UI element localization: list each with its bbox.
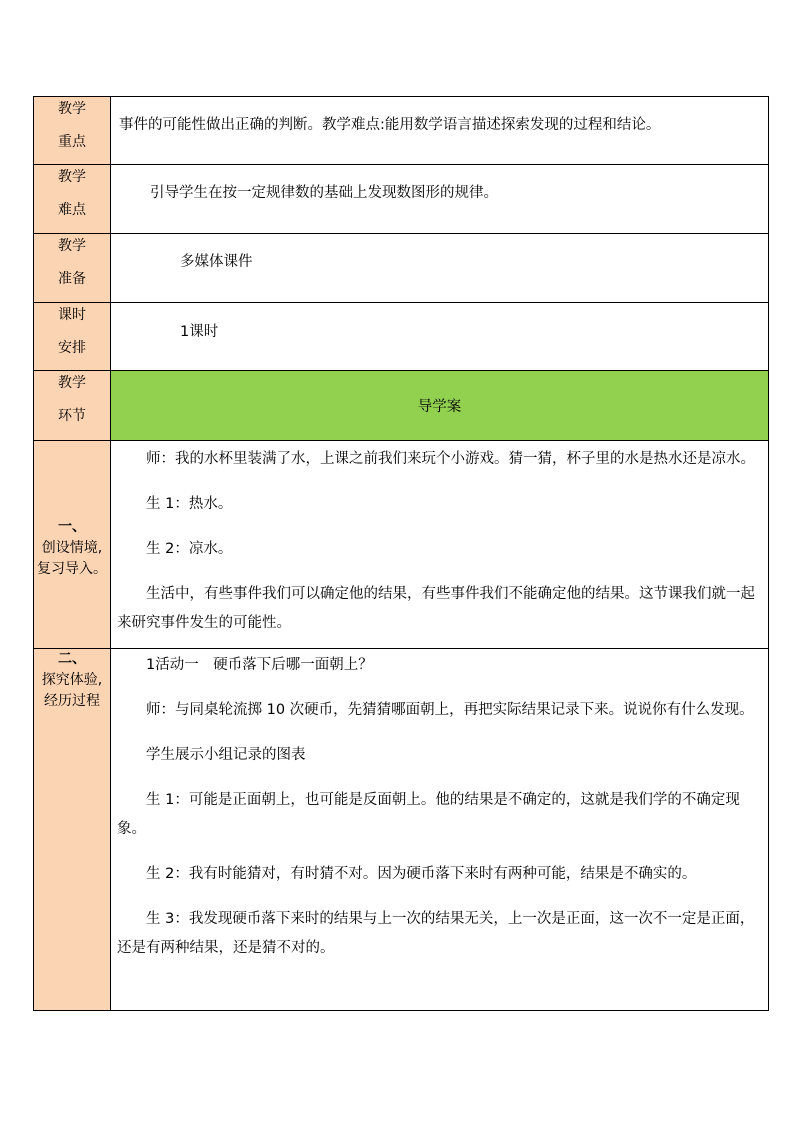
label-line-2: 准备 [58, 271, 86, 287]
paragraph: 生 2：我有时能猜对，有时猜不对。因为硬币落下来时有两种可能，结果是不确实的。 [146, 866, 697, 882]
schedule-cell [111, 303, 769, 371]
label-line-1: 教学 [58, 375, 86, 391]
lesson-plan-table [33, 96, 769, 1011]
label-line-1: 教学 [58, 238, 86, 254]
row-schedule [34, 303, 769, 371]
label-cell [34, 165, 111, 234]
paragraph: 生活中，有些事件我们可以确定他的结果，有些事件我们不能确定他的结果。这节课我们就一起来研究事件发生的可能性。 [117, 586, 755, 631]
label-cell [34, 97, 111, 165]
preparation-cell [111, 234, 769, 303]
section-title-cell [34, 649, 111, 1011]
section-content [111, 649, 769, 1011]
row-stage [34, 371, 769, 441]
section-title-line: 探究体验, [41, 672, 103, 688]
difficulties-text: 引导学生在按一定规律数的基础上发现数图形的规律。 [150, 185, 498, 201]
label-line-2: 重点 [58, 134, 86, 150]
preparation-text: 多媒体课件 [180, 254, 253, 270]
key-points-text: 事件的可能性做出正确的判断。教学难点:能用数学语言描述探索发现的过程和结论。 [119, 117, 661, 133]
label-cell [34, 234, 111, 303]
section-title-line: 创设情境, [41, 540, 103, 556]
label-line-2: 难点 [58, 202, 86, 218]
label-cell [34, 303, 111, 371]
paragraph: 师：我的水杯里装满了水，上课之前我们来玩个小游戏。猜一猜，杯子里的水是热水还是凉水。 [146, 451, 755, 467]
paragraph: 生 2：凉水。 [146, 541, 233, 557]
paragraph: 生 3：我发现硬币落下来时的结果与上一次的结果无关，上一次是正面，这一次不一定是正面，还是有两种结果，还是猜不对的。 [117, 911, 755, 956]
section-number: 二、 [58, 651, 86, 667]
row-key-points [34, 97, 769, 165]
label-line-1: 教学 [58, 169, 86, 185]
section-content [111, 441, 769, 649]
key-points-cell [111, 97, 769, 165]
section-intro [34, 441, 769, 649]
section-title-line: 经历过程 [44, 693, 100, 709]
paragraph: 学生展示小组记录的图表 [146, 747, 306, 763]
paragraph: 生 1：热水。 [146, 496, 233, 512]
section-title-line: 复习导入。 [37, 561, 107, 577]
paragraph: 1活动一 硬币落下后哪一面朝上？ [146, 657, 373, 673]
schedule-text: 1课时 [180, 324, 219, 340]
label-line-1: 教学 [58, 101, 86, 117]
study-guide-header: 导学案 [111, 371, 769, 441]
section-number: 一、 [58, 519, 86, 535]
row-preparation [34, 234, 769, 303]
label-line-1: 课时 [58, 307, 86, 323]
section-title-cell [34, 441, 111, 649]
label-line-2: 安排 [58, 340, 86, 356]
label-cell [34, 371, 111, 441]
label-line-2: 环节 [58, 408, 86, 424]
row-difficulties [34, 165, 769, 234]
paragraph: 师：与同桌轮流掷 10 次硬币，先猜猜哪面朝上，再把实际结果记录下来。说说你有什么发现。 [146, 702, 754, 718]
section-explore [34, 649, 769, 1011]
difficulties-cell [111, 165, 769, 234]
paragraph: 生 1：可能是正面朝上，也可能是反面朝上。他的结果是不确定的，这就是我们学的不确定现象。 [117, 792, 740, 837]
